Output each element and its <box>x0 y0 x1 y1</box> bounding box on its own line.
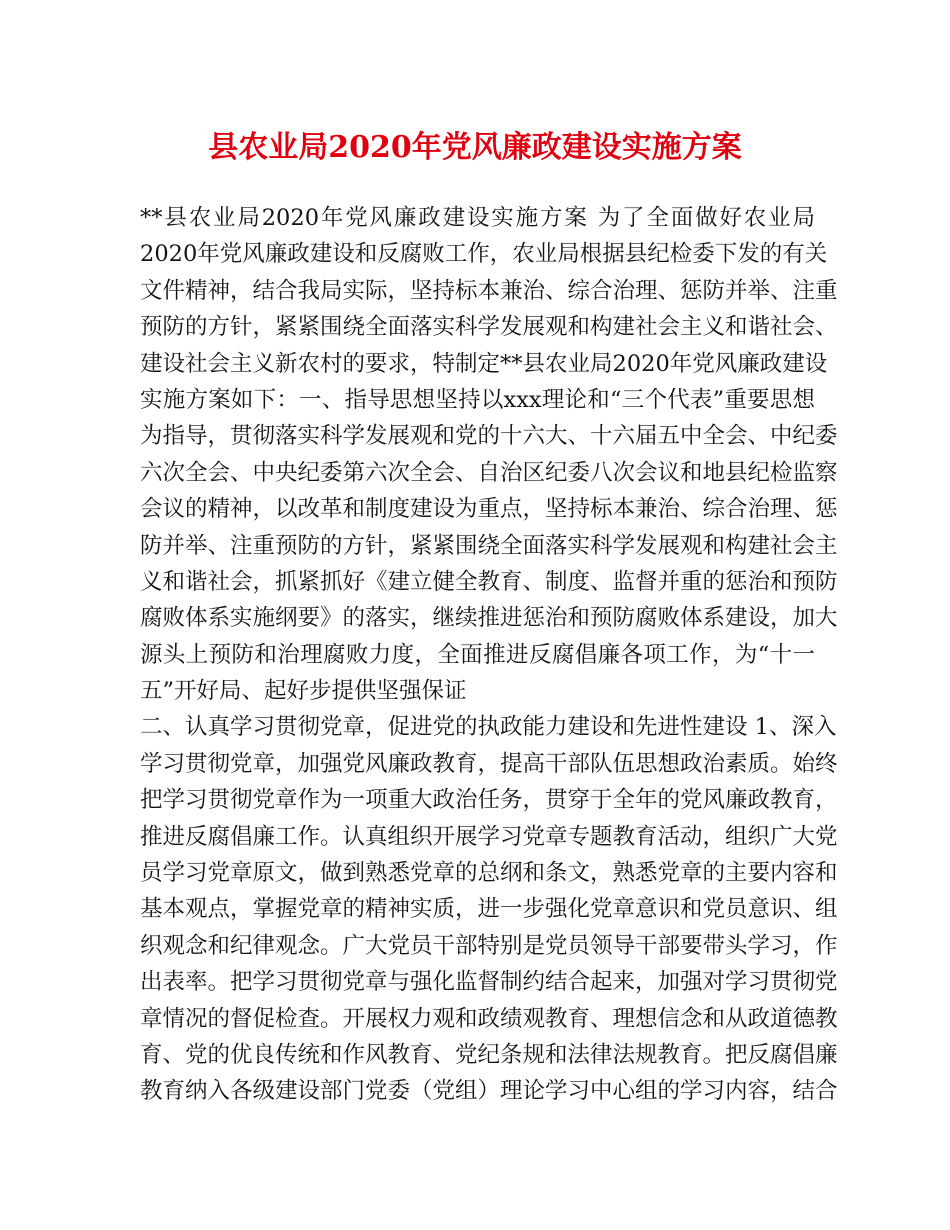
body-text-line: 源头上预防和治理腐败力度，全面推进反腐倡廉各项工作，为“十一 <box>140 641 815 668</box>
body-text-line: 教育纳入各级建设部门党委（党组）理论学习中心组的学习内容，结合 <box>140 1078 838 1105</box>
body-text-line: 织观念和纪律观念。广大党员干部特别是党员领导干部要带头学习，作 <box>140 932 838 959</box>
body-text-line: 2020年党风廉政建设和反腐败工作，农业局根据县纪检委下发的有关 <box>140 241 828 268</box>
body-text-line: 六次全会、中央纪委第六次全会、自治区纪委八次会议和地县纪检监察 <box>140 459 838 486</box>
body-text-line: 章情况的督促检查。开展权力观和政绩观教育、理想信念和从政道德教 <box>140 1005 838 1032</box>
body-text-line: 五”开好局、起好步提供坚强保证 <box>140 678 467 705</box>
body-text-line: 出表率。把学习贯彻党章与强化监督制约结合起来，加强对学习贯彻党 <box>140 969 838 996</box>
body-text-line: 把学习贯彻党章作为一项重大政治任务，贯穿于全年的党风廉政教育， <box>140 787 838 814</box>
body-text-line: 预防的方针，紧紧围绕全面落实科学发展观和构建社会主义和谐社会、 <box>140 314 838 341</box>
body-text-line: **县农业局2020年党风廉政建设实施方案 为了全面做好农业局 <box>140 205 815 231</box>
body-text-line: 二、认真学习贯彻党章，促进党的执政能力建设和先进性建设 1、深入 <box>140 714 837 741</box>
body-text-line: 建设社会主义新农村的要求，特制定**县农业局2020年党风廉政建设 <box>140 350 828 377</box>
body-text-line: 文件精神，结合我局实际，坚持标本兼治、综合治理、惩防并举、注重 <box>140 277 838 304</box>
body-text-line: 学习贯彻党章，加强党风廉政教育，提高干部队伍思想政治素质。始终 <box>140 750 838 777</box>
document-title: 县农业局2020年党风廉政建设实施方案 <box>208 130 742 165</box>
body-text-line: 为指导，贯彻落实科学发展观和党的十六大、十六届五中全会、中纪委 <box>140 423 838 450</box>
body-text-line: 义和谐社会，抓紧抓好《建立健全教育、制度、监督并重的惩治和预防 <box>140 568 838 595</box>
body-text-line: 实施方案如下：一、指导思想坚持以xxx理论和“三个代表”重要思想 <box>140 386 815 413</box>
body-text-line: 育、党的优良传统和作风教育、党纪条规和法律法规教育。把反腐倡廉 <box>140 1041 838 1068</box>
body-text-line: 会议的精神，以改革和制度建设为重点，坚持标本兼治、综合治理、惩 <box>140 496 838 523</box>
body-text-line: 推进反腐倡廉工作。认真组织开展学习党章专题教育活动，组织广大党 <box>140 823 838 850</box>
body-text-line: 员学习党章原文，做到熟悉党章的总纲和条文，熟悉党章的主要内容和 <box>140 860 838 887</box>
document-body <box>140 200 838 1110</box>
body-text-line: 防并举、注重预防的方针，紧紧围绕全面落实科学发展观和构建社会主 <box>140 532 838 559</box>
body-text-line: 腐败体系实施纲要》的落实，继续推进惩治和预防腐败体系建设，加大 <box>140 605 838 632</box>
body-text-line: 基本观点，掌握党章的精神实质，进一步强化党章意识和党员意识、组 <box>140 896 838 923</box>
